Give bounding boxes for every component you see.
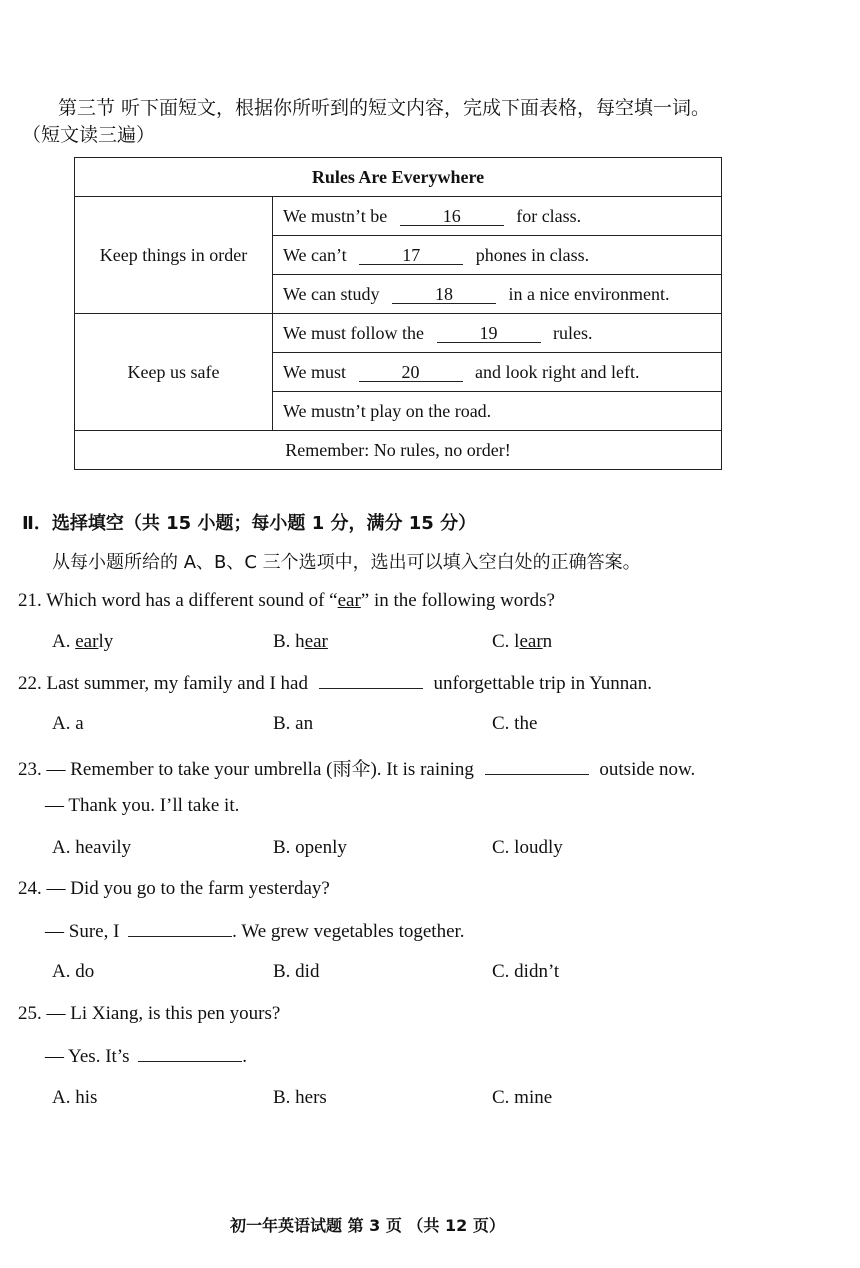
part2-heading: Ⅱ．选择填空（共 15 小题；每小题 1 分，满分 15 分） (22, 513, 477, 534)
q22-option-c: C. the (492, 713, 538, 734)
answer-blank (138, 1045, 242, 1062)
q21-option-c: C. learn (492, 631, 553, 652)
row-text: We can’t (283, 244, 347, 265)
q24-option-c: C. didn’t (492, 961, 560, 982)
q21-option-a: A. early (52, 631, 114, 652)
q24-option-b: B. did (273, 961, 320, 982)
q23-option-b: B. openly (273, 837, 347, 858)
q25-reply: — Yes. It’s . (45, 1046, 247, 1067)
row-text: phones in class. (475, 244, 590, 265)
q24-reply: — Sure, I . We grew vegetables together. (45, 921, 465, 942)
row-text: We must follow the (283, 322, 425, 343)
row-text: for class. (516, 205, 582, 226)
category-keep-order: Keep things in order (75, 197, 273, 314)
table-row (273, 197, 722, 236)
blank-18: 18 (392, 285, 496, 304)
table-title: Rules Are Everywhere (75, 158, 722, 197)
section3-heading: 第三节 听下面短文，根据你所听到的短文内容，完成下面表格，每空填一词。 (58, 97, 711, 119)
q25-option-a: A. his (52, 1087, 98, 1108)
row-text: and look right and left. (475, 361, 640, 382)
q23-option-a: A. heavily (52, 837, 132, 858)
question-24: 24. — Did you go to the farm yesterday? (18, 878, 330, 899)
table-footer: Remember: No rules, no order! (75, 431, 722, 470)
table-row (273, 314, 722, 353)
q25-option-b: B. hers (273, 1087, 327, 1108)
q22-option-a: A. a (52, 713, 84, 734)
blank-16: 16 (400, 207, 504, 226)
question-25: 25. — Li Xiang, is this pen yours? (18, 1003, 281, 1024)
blank-17: 17 (359, 246, 463, 265)
blank-19: 19 (437, 324, 541, 343)
question-22: 22. Last summer, my family and I had unforgettable trip in Yunnan. (18, 673, 652, 694)
table-row: We mustn’t play on the road. (273, 392, 722, 431)
row-text: We mustn’t be (283, 205, 388, 226)
q23-reply: — Thank you. I’ll take it. (45, 795, 240, 816)
blank-20: 20 (359, 363, 463, 382)
q24-option-a: A. do (52, 961, 95, 982)
table-row (273, 275, 722, 314)
part2-instruction: 从每小题所给的 A、B、C 三个选项中，选出可以填入空白处的正确答案。 (52, 552, 641, 573)
row-text: in a nice environment. (508, 283, 670, 304)
row-text: We must (283, 361, 347, 382)
section3-heading-note: （短文读三遍） (22, 124, 156, 146)
q25-option-c: C. mine (492, 1087, 553, 1108)
question-21: 21. Which word has a different sound of “ear” in the following words? (18, 590, 555, 611)
table-row (273, 236, 722, 275)
row-text: rules. (553, 322, 593, 343)
question-23: 23. — Remember to take your umbrella (雨伞). It is raining outside now. (18, 759, 696, 780)
row-text: We can study (283, 283, 380, 304)
q21-option-b: B. hear (273, 631, 328, 652)
answer-blank (128, 920, 232, 937)
table-row (273, 353, 722, 392)
page-footer: 初一年英语试题 第 3 页 （共 12 页） (230, 1216, 505, 1235)
answer-blank (485, 758, 589, 775)
answer-blank (319, 672, 423, 689)
q23-option-c: C. loudly (492, 837, 563, 858)
q22-option-b: B. an (273, 713, 314, 734)
category-keep-safe: Keep us safe (75, 314, 273, 431)
rules-table (74, 157, 722, 470)
